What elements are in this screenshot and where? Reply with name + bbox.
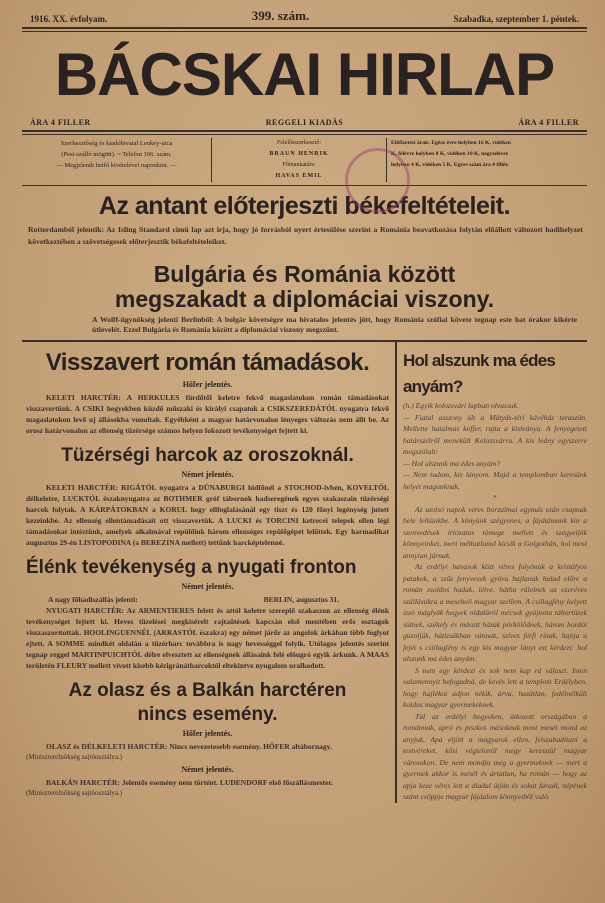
columns — [22, 342, 587, 803]
office-info — [22, 138, 212, 182]
headline-line: megszakadt a diplomáciai viszony. — [114, 286, 495, 312]
column-paragraph: Az erdélyi havasok közt véres folyónak a kristályos patakok, a szűz fenyvesek gyúva hajlanak halad előre a román zsoldos hadak, lélve, hátha rálelnek az ezeréves szállásukra a mesebeli magyar szellem. A csillagfény helyett izzó máglyák hegyek oldaláról mécsek gyújtotta tábortüzek sütnek, székely és másutt házak pörkölődnek, három hordót gúzolják, hátizsákban vánnak, szíves férfi rinak, hajtja a fejét s csillagfény is egy kis magyar lányt ezt kérdezi: hol alszunk ma édes anyám. — [403, 562, 587, 663]
article-body: KELETI HARCTÉR: A HERKULES fürdőtől keletre fekvő magaslatokon román támadásokat visszavertünk. A CSIKI hegyekben küzdő műszaki és királyi csapatok a CSIKSZEREDÁTÓL nyugatra fekvő magaslatokon levő uj állásokba vonultak. Egyébként a magyar határvonalon lényeges változás nem állt be. Az orosz határvonalon az ellenség tüzérsége számos helyen fokozott tevékenységet fejtett ki. — [26, 393, 389, 435]
subscription-line: K, félévre helyben 8 K, vidéken 10 K, negyedévre — [391, 151, 509, 157]
price-right: ÁRA 4 FILLER — [518, 118, 579, 127]
editor-label: Főmunkatárs: — [282, 162, 316, 168]
article-source: Német jelentés. — [181, 765, 234, 774]
issue-date: Szabadka, szeptember 1. péntek. — [453, 14, 579, 24]
dateline — [22, 8, 587, 27]
column-paragraph: S nem egy kérdezi és sok nem kap rá választ. Isten valamennyit befogadná, de kevés lett a templom Erdélyben, hogy hajlékot adjon nékik, árva, hazátlan, fedélnélküli koldus magyar gyermekeknek. — [403, 665, 587, 709]
article-body: BALKÁN HARCTÉR: Jelentős esemény nem történt. LUDENDORF első főszállásmester. — [46, 778, 333, 787]
article-headline: Visszavert román támadások. — [45, 349, 370, 376]
office-line: (Pest-szálló mögött). = Telefon 106. szám. — [61, 151, 172, 158]
article-dateline-left: A nagy főhadiszállás jelenti: — [48, 595, 138, 604]
column-paragraph: — Hol alszunk ma édes anyám? — [403, 458, 501, 468]
office-line: Szerkesztőség és kiadóhivatal Lenkey-utca — [60, 140, 173, 147]
article-note: (Miniszterelnökség sajtóosztálya.) — [26, 789, 123, 797]
headline-line: nincs esemény. — [137, 704, 278, 725]
subscription-line: Előfizetési árak: Egész évre helyben 16 K, vidéken — [391, 140, 511, 146]
newspaper-title: BÁCSKAI HIRLAP — [54, 41, 555, 108]
column-headline: Hol alszunk ma édes anyám? — [403, 351, 556, 396]
article-body: OLASZ és DÉLKELETI HARCTÉR: Nincs nevezetesebb esemény. HŐFER altábornagy. — [46, 742, 332, 751]
editor-name: HAVAS EMIL — [275, 173, 323, 179]
column-separator: * — [493, 493, 497, 502]
article-headline — [26, 679, 389, 727]
subscription-line: helyben 4 K, vidéken 5 K. Egyes szám ára 4 fillér. — [391, 162, 509, 168]
article-dateline-right: BERLIN, augusztus 31. — [263, 595, 339, 604]
headline-line: Az olasz és a Balkán harctéren — [68, 680, 347, 701]
edition-label: REGGELI KIADÁS — [265, 118, 344, 127]
year-volume: 1916. XX. évfolyam. — [30, 14, 108, 24]
lead-body: Rotterdamból jelentik: Az Isling Standard cimü lap azt irja, hogy jó forrásból nyert értesülése szerint a Románia beavatkozása folytán előállott változott hadihelyzet következtében a szövetségesek előterjesztik békefeltételeiket. — [28, 225, 583, 246]
editor-label: Felelősszerkesztő: — [277, 140, 321, 146]
masthead-info — [22, 135, 587, 186]
lead-headline: Az antant előterjeszti békefeltételeit. — [98, 192, 511, 220]
library-stamp — [345, 148, 410, 213]
article-source: Német jelentés. — [181, 582, 234, 591]
article-source: Hőfer jelentés. — [182, 380, 233, 389]
office-line: — Megjelenik hetfő kivételével naponkint. — — [56, 162, 177, 169]
issue-number: 399. szám. — [251, 8, 310, 23]
article-source: Német jelentés. — [181, 470, 234, 479]
column-paragraph: Túl az erdélyi hegyeken, átkozott országában a románnak, apró és piszkos másoknak most mesét mond az anyjuk. Apa eljött a magyarok ellen, felszabadítani a testvéreket, kősi végtelenül megy keresztül magyar városokon. De nem mondja meg a gyermeknek — mert a gyermek akkor is mesél és ártatlan, ha román — hogy az apja keze véres lett a diadal útján és sokat fáradt, népének szánt csöppje magyar fájdalom könnyeiből való. — [403, 711, 587, 801]
article-body: NYUGATI HARCTÉR: Az ARMENTIERES felett és attól keletre szereplő szakaszon az ellenség élénk tevékenységet fejtett ki. Heves tüzelései megkísérelt rajtaütések kapcsán első mentében erős osztagok visszaszorítottak. HOOLINGUENNÉL (ARRASTÓL északra) egy német járőr az angolok árkában több foglyot ejtett. A SOMME mindkét oldalán a tüzérharc továbbra is nagy hevességgel folyik. Utólagos jelentés szerint tegnap reggel MARTINPUICHTÓL délre elvesztett az ellenségnek állásaink felé elöugró egyik árkunk. A MAAS területén FLEURY mellett vívott kisebb kézigránátharcoktól eltekintve nyugalom uralkodott. — [26, 606, 389, 670]
right-column — [395, 342, 587, 803]
second-body: A Wolff-ügynökség jelenti Berlinből: A bolgár követségre ma hivatalos jelentés jött, hogy Románia szófiai követe tegnap este hat órakor kikérte útlevelét. Ezzel Bulgária és Románia között a diplomáciai viszony megszünt. — [92, 315, 577, 334]
article-source: Hőfer jelentés. — [182, 729, 233, 738]
subscription-info — [387, 138, 587, 182]
article-body: KELETI HARCTÉR: RIGÁTÓL nyugatra a DÜNABURGI hidfőnél a STOCHOD-ivben, KOVELTŐL délkeletre, LUCKTÓL északnyugatra az BOTHMER gróf tábornok hadseregének egyes szakaszain tüzérségi harcok folytak. A KÁRPÁTOKBAN a KORUL hegy ellfoglalásánál egy tiszt és 120 főnyi legénység jutott kezeinkbe. Az ellenség ellentámadásait ott visszavertük. A LUCKI és TORCINI ketrecei telepek ellen légi támadásokat intéztünk, amelyek alkalmával repülőink három ellenséges repülőgépet lelőttek. Egy harmadikat augusztus 29-én LISTOPODINA (a BEREZINA mellett) tettünk harcképtelenné. — [26, 483, 389, 547]
editor-name: BRAUN HENRIK — [269, 151, 329, 157]
article-dateline — [26, 594, 389, 605]
headline-line: Bulgária és Románia között — [153, 261, 456, 287]
column-paragraph: (h.) Egyik kolozsvári lapban olvassuk. — [403, 401, 519, 410]
masthead-subline — [22, 118, 587, 130]
column-paragraph: — Fiatal asszony ült a Mátyás-téri kávéház teraszán. Mellette hatalmas koffer, rajta a kisleánya. A fenyegetett határszélről menekült Kolozsvárra. A kis leány egyszerre megszólalt: — [403, 412, 587, 456]
article-note: (Miniszterelnökség sajtóosztálya.) — [26, 753, 123, 761]
article-headline: Tüzérségi harcok az oroszoknál. — [61, 445, 354, 466]
second-headline — [22, 262, 587, 312]
article-headline: Élénk tevékenység a nyugati fronton — [26, 557, 357, 578]
column-paragraph: — Nem tudom, kis lányom. Majd a templomban keresünk helyet magunknak. — [403, 470, 587, 491]
left-column — [22, 342, 395, 803]
price-left: ÁRA 4 FILLER — [30, 118, 91, 127]
column-paragraph: Az utolsó napok véres borzalmai egymás után csapnak bele lelkünkbe. A könyünk szégyenes, a fájdalmunk kín a szenvedések irtózatos tömege mellett és szégyeljük könnyeinket, mert mélhatlanul kicsik a Golgothán, hol most annyian járnak. — [403, 504, 587, 560]
